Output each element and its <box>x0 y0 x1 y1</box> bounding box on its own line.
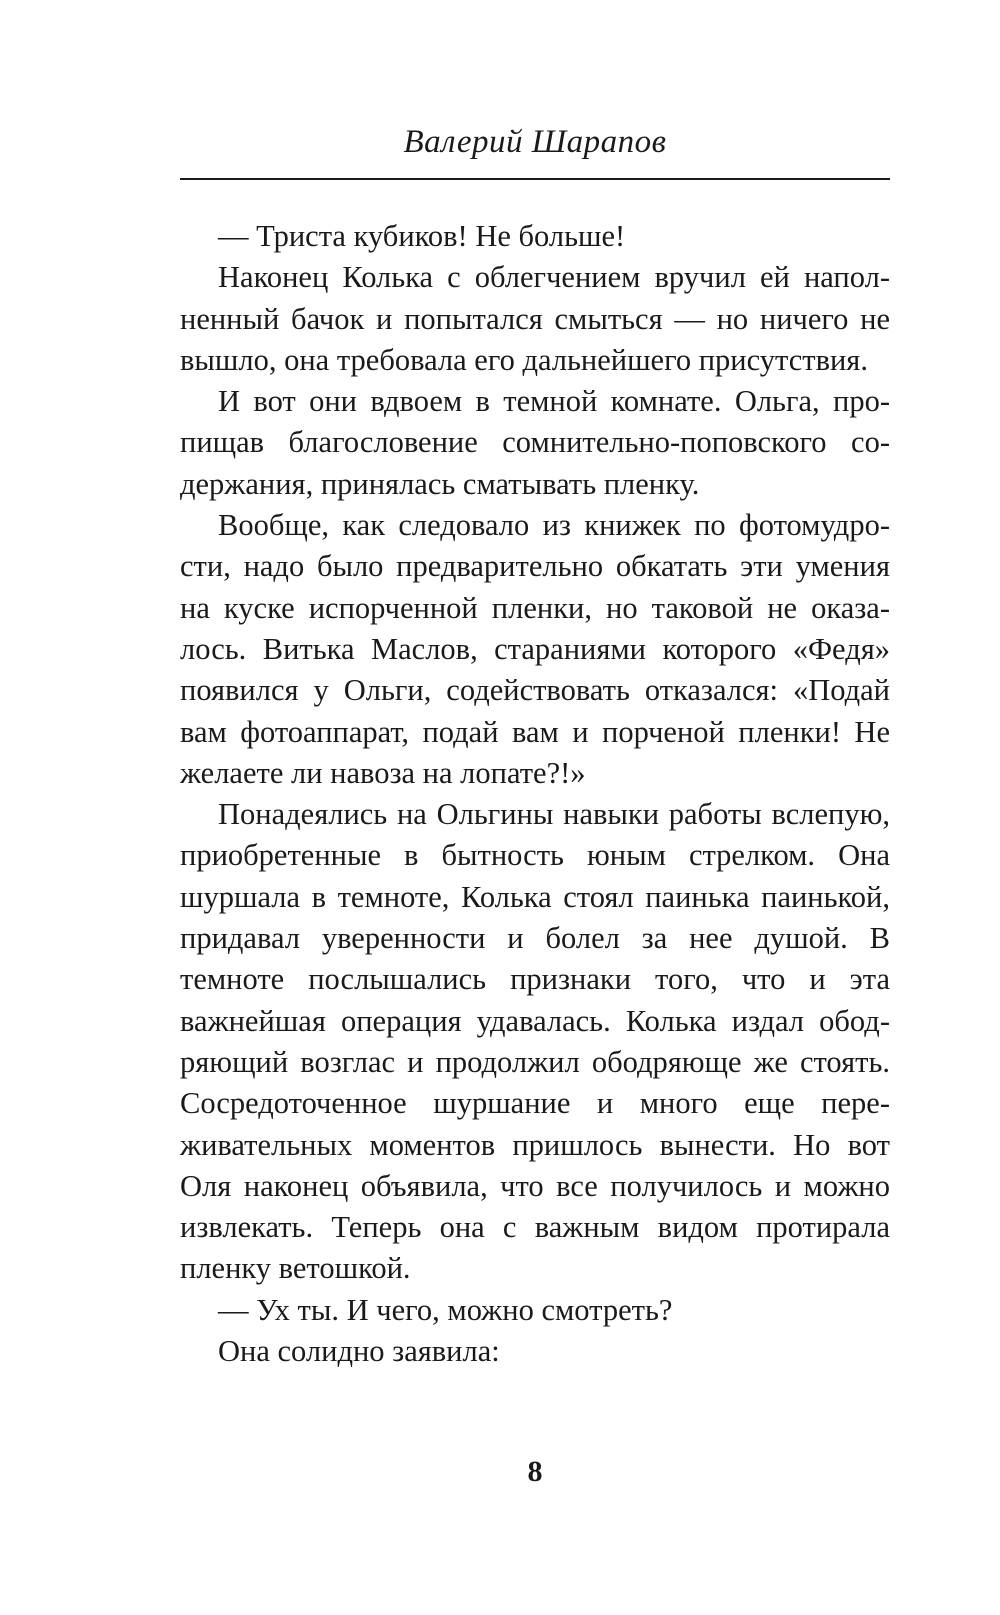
body-text <box>180 216 890 1372</box>
page-number: 8 <box>527 1455 543 1488</box>
paragraph-7: Она солидно заявила: <box>218 1334 500 1369</box>
paragraph-4: Вообще, как следовало из книжек по фотомудрости, надо было предварительно обкатать эти умения на куске испорченной пленки, но таковой не оказалось. Витька Маслов, стараниями которого «Федя» появился у Ольги, содействовать отказался: «Подай вам фотоаппарат, подай вам и порченой пленки! Не желаете ли навоза на лопате?!» <box>180 508 890 790</box>
paragraph-2: Наконец Колька с облегчением вручил ей наполненный бачок и попытался смыться — но ничего не вышло, она требовала его дальнейшего присутствия. <box>180 260 890 377</box>
paragraph-6: — Ух ты. И чего, можно смотреть? <box>218 1292 673 1327</box>
running-head-author: Валерий Шарапов <box>403 124 667 160</box>
paragraph-3: И вот они вдвоем в темной комнате. Ольга, пропищав благословение сомнительно-поповского содержания, принялась сматывать пленку. <box>180 384 890 501</box>
header-rule <box>180 178 890 180</box>
paragraph-1: — Триста кубиков! Не больше! <box>218 219 626 253</box>
paragraph-5: Понадеялись на Ольгины навыки работы вслепую, приобретенные в бытность юным стрелком. Она шуршала в темноте, Колька стоял паинька паинькой, придавал уверенности и болел за нее душой. В темноте послышались признаки того, что и эта важнейшая операция удавалась. Колька издал ободряющий возглас и продолжил ободряюще же стоять. Сосредоточенное шуршание и много еще переживательных моментов пришлось вынести. Но вот Оля наконец объявила, что все получилось и можно извлекать. Теперь она с важным видом протирала пленку ветошкой. <box>180 797 890 1286</box>
